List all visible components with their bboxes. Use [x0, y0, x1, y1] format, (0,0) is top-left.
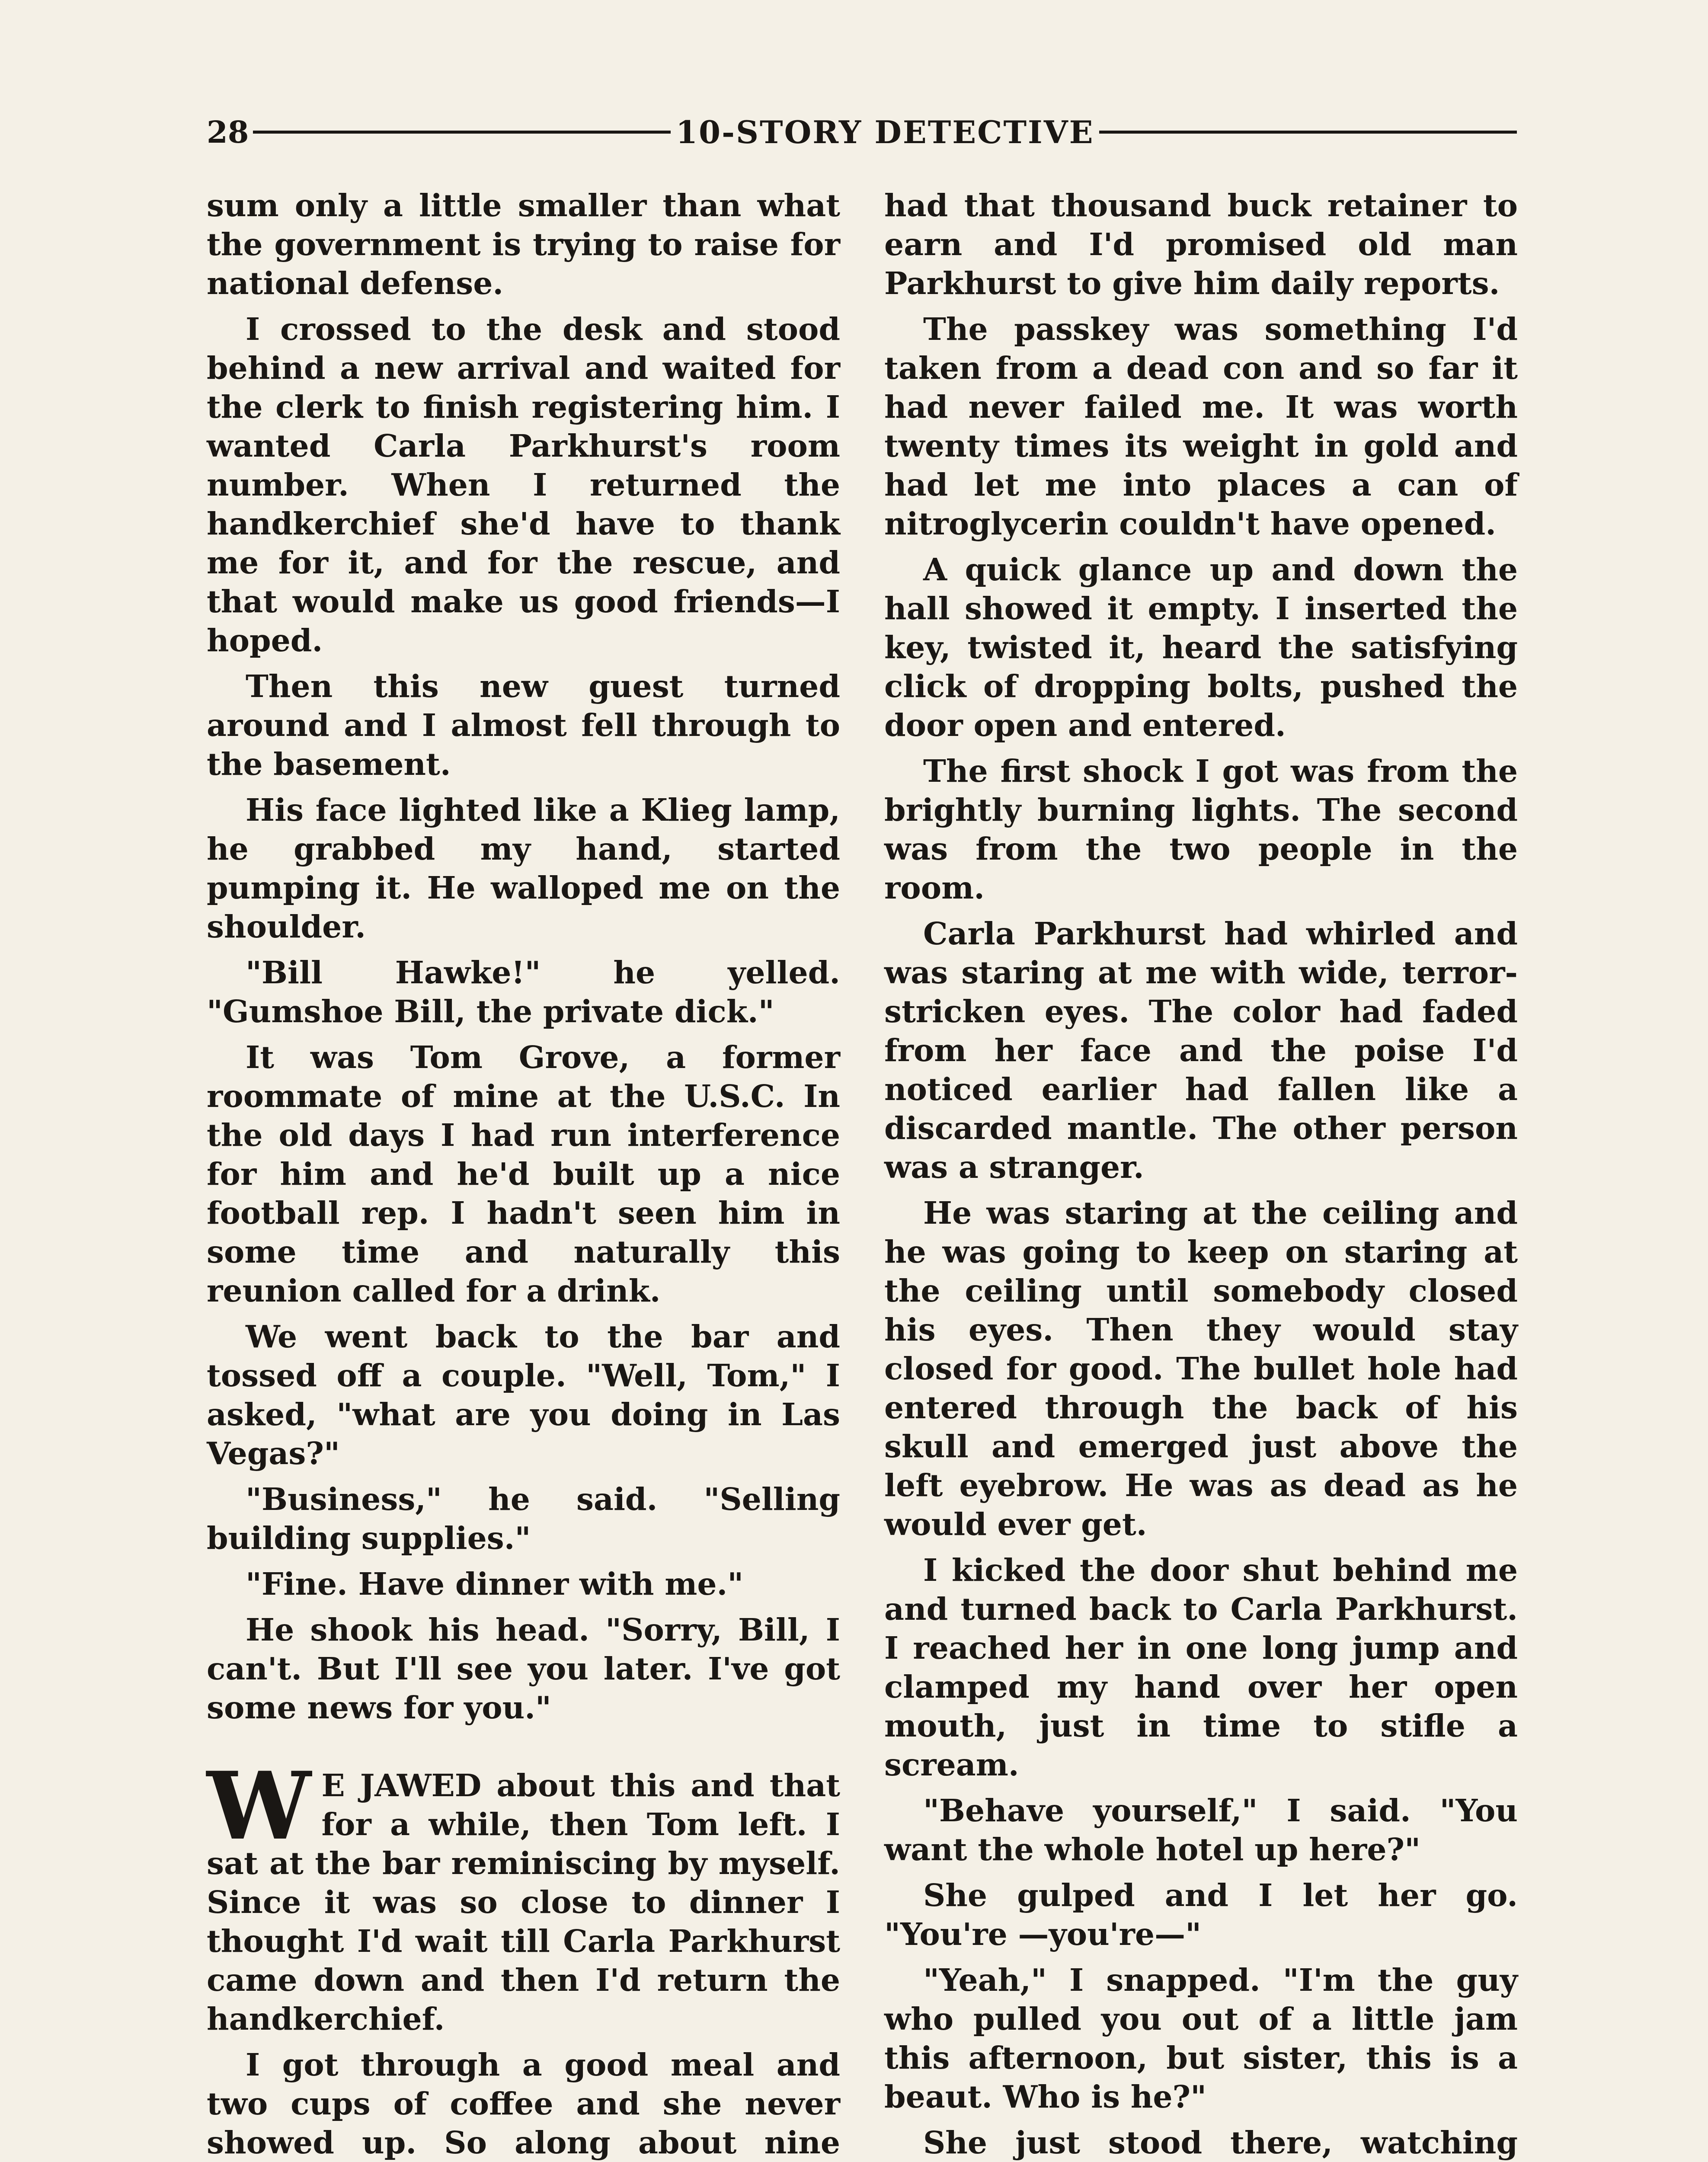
- paragraph: I got through a good meal and two cups of coffee and she never showed up. So along about nine: [207, 2047, 840, 2161]
- publication-title: 10-STORY DETECTIVE: [675, 113, 1094, 150]
- drop-cap: W: [207, 1751, 311, 1861]
- right-column: [884, 186, 1518, 2162]
- paragraph: sum only a little smaller than what the government is trying to raise for national defense.: [207, 187, 840, 301]
- paragraph: "Business," he said. "Selling building supplies.": [207, 1481, 840, 1556]
- paragraph: The passkey was something I'd taken from a dead con and so far it had never failed me. It was worth twenty times its weight in gold and had let me into places a can of nitroglycerin couldn't have opened.: [884, 311, 1518, 542]
- paragraph: "Bill Hawke!" he yelled. "Gumshoe Bill, the private dick.": [207, 954, 840, 1030]
- paragraph: "Yeah," I snapped. "I'm the guy who pulled you out of a little jam this afternoon, but sister, this is a beaut. Who is he?": [884, 1962, 1518, 2115]
- paragraph: He shook his head. "Sorry, Bill, I can't. But I'll see you later. I've got some news for you.": [207, 1612, 840, 1726]
- left-column: [207, 186, 840, 2162]
- paragraph: The first shock I got was from the brightly burning lights. The second was from the two people in the room.: [884, 753, 1518, 906]
- running-header: [207, 108, 1517, 156]
- paragraph: It was Tom Grove, a former roommate of mine at the U.S.C. In the old days I had run interference for him and he'd built up a nice football rep. I hadn't seen him in some time and naturally this reunion called for a drink.: [207, 1039, 840, 1309]
- paragraph: Then this new guest turned around and I almost fell through to the basement.: [207, 668, 840, 782]
- paragraph: Carla Parkhurst had whirled and was staring at me with wide, terror-stricken eyes. The color had faded from her face and the poise I'd noticed earlier had fallen like a discarded mantle. The other person was a stranger.: [884, 915, 1518, 1185]
- paragraph: He was staring at the ceiling and he was going to keep on staring at the ceiling until somebody closed his eyes. Then they would stay closed for good. The bullet hole had entered through the back of his skull and emerged just above the left eyebrow. He was as dead as he would ever get.: [884, 1195, 1518, 1542]
- page-number: 28: [207, 114, 249, 150]
- header-rule-left: [253, 131, 671, 134]
- paragraph: I crossed to the desk and stood behind a new arrival and waited for the clerk to finish registering him. I wanted Carla Parkhurst's room number. When I returned the handkerchief she'd have to thank me for it, and for the rescue, and that would make us good friends—I hoped.: [207, 311, 840, 659]
- dropcap-paragraph: [207, 1751, 840, 2038]
- paragraph: His face lighted like a Klieg lamp, he grabbed my hand, started pumping it. He walloped me on the shoulder.: [207, 792, 840, 945]
- paragraph: She just stood there, watching: [923, 2124, 1518, 2161]
- paragraph: I kicked the door shut behind me and turned back to Carla Parkhurst. I reached her in one long jump and clamped my hand over her open mouth, just in time to stifle a scream.: [884, 1552, 1518, 1783]
- header-rule-right: [1099, 131, 1517, 134]
- paragraph: had that thousand buck retainer to earn and I'd promised old man Parkhurst to give him daily reports.: [884, 187, 1518, 301]
- dropcap-paragraph-text: E JAWED about this and that for a while, then Tom left. I sat at the bar reminiscing by myself. Since it was so close to dinner I thought I'd wait till Carla Parkhurst came down and then I'd return the handkerchief.: [207, 1767, 840, 2037]
- paragraph: "Behave yourself," I said. "You want the whole hotel up here?": [884, 1792, 1518, 1868]
- paragraph: "Fine. Have dinner with me.": [246, 1566, 744, 1602]
- paragraph: A quick glance up and down the hall showed it empty. I inserted the key, twisted it, heard the satisfying click of dropping bolts, pushed the door open and entered.: [884, 551, 1518, 743]
- paragraph: She gulped and I let her go. "You're —you're—": [884, 1877, 1518, 1952]
- paragraph: We went back to the bar and tossed off a couple. "Well, Tom," I asked, "what are you doing in Las Vegas?": [207, 1318, 840, 1471]
